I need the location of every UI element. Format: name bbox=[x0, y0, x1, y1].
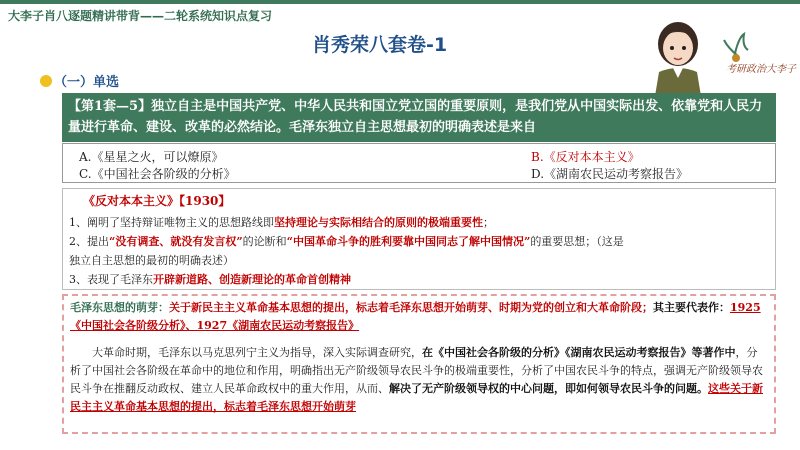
note-highlight: 开辟新道路、创造新理论的革命首创精神 bbox=[153, 273, 351, 286]
option-a: A.《星星之火，可以燎原》 bbox=[79, 150, 224, 164]
note-bold: 解决了无产阶级领导权的中心问题，即如何领导农民斗争的问题。 bbox=[389, 382, 708, 395]
note-line-4 bbox=[69, 270, 769, 289]
teacher-avatar bbox=[645, 14, 711, 96]
note-underlined: 这些关于新民主主义革命基本思想的提出，标志着毛泽东思想开始萌芽 bbox=[70, 382, 763, 413]
answer-options bbox=[62, 143, 776, 183]
note-text: 的论断和 bbox=[242, 235, 287, 248]
note-mao-thought-origin bbox=[62, 294, 776, 434]
note-text: 1、阐明了坚持辩证唯物主义的思想路线即 bbox=[69, 216, 274, 229]
page-title: 肖秀荣八套卷-1 bbox=[312, 34, 448, 56]
option-b-correct: B.《反对本本主义》 bbox=[531, 150, 640, 164]
question-banner: 【第1套—5】独立自主是中国共产党、中华人民共和国立党立国的重要原则，是我们党从中国实际出发、依靠党和人民力量进行革命、建设、改革的必然结论。毛泽东独立自主思想最初的明确表述是来自 bbox=[62, 93, 776, 142]
note-fandui-benben bbox=[62, 188, 776, 290]
option-d: D.《湖南农民运动考察报告》 bbox=[531, 167, 689, 181]
note-bold: 其主要代表作： bbox=[653, 301, 730, 314]
note-heading: 毛泽东思想的萌芽： bbox=[70, 301, 169, 314]
note-line-3: 独立自主思想的最初的明确表述） bbox=[69, 254, 234, 267]
bullet-dot-icon bbox=[40, 75, 52, 87]
section-heading bbox=[40, 71, 119, 89]
note-title: 《反对本本主义》【1930】 bbox=[83, 194, 231, 208]
note-text: ； bbox=[483, 216, 494, 229]
note-line-2 bbox=[69, 232, 769, 251]
note-highlight: 坚持理论与实际相结合的原则的极端重要性 bbox=[274, 216, 483, 229]
note-underlined: 1925《中国社会各阶级分析》、1927《湖南农民运动考察报告》 bbox=[70, 301, 761, 332]
note-text: ，分析了中国社会各阶级在革命中的地位和作用，明确指出无产阶级领导农民斗争的极端重要性，分析了中国农民斗争的特点，强调无产阶级领导农民斗争在推翻反动政权、建立人民革命政权中的重大作用，从而、 bbox=[70, 346, 763, 395]
note-text: 的重要思想；（这是 bbox=[530, 235, 624, 248]
note-text: 3、表现了毛泽东 bbox=[69, 273, 153, 286]
note-text: 2、提出 bbox=[69, 235, 109, 248]
top-accent-strip bbox=[0, 0, 800, 4]
option-c: C.《中国社会各阶级的分析》 bbox=[79, 167, 236, 181]
note-highlight: 关于新民主主义革命基本思想的提出，标志着毛泽东思想开始萌芽、时期为党的创立和大革命阶段； bbox=[169, 301, 653, 314]
note-paragraph-2 bbox=[70, 344, 768, 416]
brand-logo-text: 考研政治大李子 bbox=[726, 64, 796, 75]
note-highlight: “没有调查、就没有发言权” bbox=[109, 235, 243, 248]
note-bold: 在《中国社会各阶级的分析》《湖南农民运动考察报告》等著作中 bbox=[422, 346, 736, 359]
note-highlight: “中国革命斗争的胜利要靠中国同志了解中国情况” bbox=[286, 235, 531, 248]
section-label: （一）单选 bbox=[54, 75, 120, 90]
note-text: 大革命时期，毛泽东以马克思列宁主义为指导，深入实际调查研究， bbox=[92, 346, 422, 359]
note-line-1 bbox=[69, 213, 769, 232]
note-paragraph-1 bbox=[70, 299, 768, 335]
course-title: 大李子肖八逐题精讲带背——二轮系统知识点复习 bbox=[8, 9, 273, 23]
